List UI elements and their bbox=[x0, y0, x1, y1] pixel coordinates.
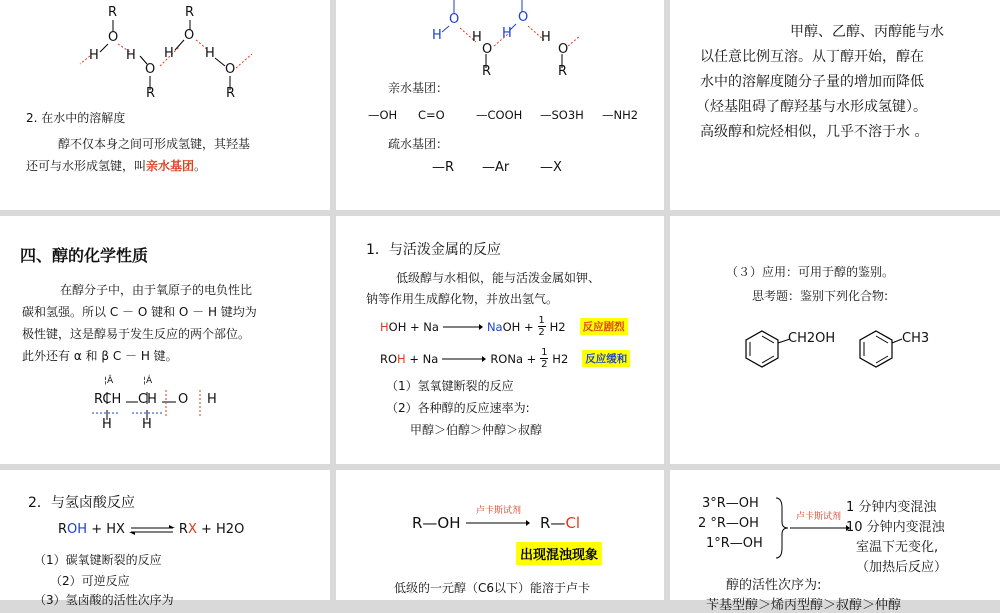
text-line: 以任意比例互溶。从丁醇开始，醇在 bbox=[700, 49, 924, 65]
ro-group: RO bbox=[380, 351, 398, 366]
equation-alcohol bbox=[380, 347, 630, 370]
benzene-ring-icon bbox=[856, 329, 896, 369]
reagent-label: 卢卡斯试剂 bbox=[476, 506, 522, 516]
atom-o: O bbox=[108, 30, 119, 45]
alpha-label: ¦Â bbox=[104, 376, 114, 386]
reaction-arrow bbox=[442, 355, 486, 363]
atom-r: R bbox=[226, 86, 236, 101]
note-line: （2）可逆反应 bbox=[50, 574, 130, 588]
atom-o: O bbox=[518, 10, 529, 25]
note-line: 甲醇＞伯醇＞仲醇＞叔醇 bbox=[410, 423, 543, 437]
primary-alcohol: 1°R—OH bbox=[706, 536, 763, 551]
atom-r: R bbox=[108, 5, 118, 20]
group-carbonyl: C=O bbox=[418, 108, 445, 122]
fraction bbox=[538, 315, 546, 338]
na-atom: Na bbox=[486, 319, 503, 334]
group-r: —R bbox=[432, 160, 455, 175]
atom-h: H bbox=[205, 46, 215, 61]
group-x: —X bbox=[540, 160, 562, 175]
bond-diagram-lines bbox=[0, 376, 330, 456]
atom-o: O bbox=[225, 62, 236, 77]
atom-h: H bbox=[142, 417, 152, 432]
h2-product: H2 bbox=[552, 351, 569, 366]
benzene-ring-icon bbox=[742, 329, 782, 369]
product-chloride bbox=[540, 514, 580, 532]
note-line: （3）氢卤酸的活性次序为 bbox=[34, 593, 174, 607]
product: + H2O bbox=[196, 522, 245, 537]
order-text: 苄基型醇＞烯丙型醇＞叔醇＞仲醇 bbox=[706, 598, 902, 613]
text-line: 醇不仅本身之间可形成氢键，其羟基 bbox=[58, 137, 251, 151]
text-line bbox=[26, 154, 206, 178]
panel-active-metal-reaction bbox=[336, 216, 664, 464]
text-line: 在醇分子中，由于氧原子的电负性比 bbox=[60, 283, 253, 297]
atom-o: O bbox=[184, 28, 195, 43]
text-fragment: 。 bbox=[194, 159, 207, 173]
highlight-term: 亲水基团 bbox=[146, 159, 195, 173]
x-atom: X bbox=[187, 522, 197, 537]
tag-text: 剧烈 bbox=[603, 321, 625, 333]
panel-lucas-reagent bbox=[336, 470, 664, 600]
panel-solubility-trend bbox=[670, 0, 1000, 210]
result-line: 1 分钟内变混浊 bbox=[846, 500, 937, 515]
reagent-label: 卢卡斯试剂 bbox=[796, 512, 842, 522]
h2-product: H2 bbox=[549, 319, 566, 334]
beta-label: ¦Á bbox=[143, 376, 153, 386]
section-title: 2．与氢卤酸反应 bbox=[28, 495, 135, 511]
cl-atom: Cl bbox=[565, 514, 581, 532]
atom-h: H bbox=[541, 30, 551, 45]
reaction-arrow bbox=[443, 323, 483, 331]
rate-tag-mild: 反应缓和 bbox=[582, 350, 630, 367]
atom-ch: CH bbox=[138, 392, 157, 407]
atom-o: O bbox=[178, 392, 189, 407]
text-line: 此外还有 α 和 β C － H 键。 bbox=[22, 349, 178, 363]
atom-h: H bbox=[102, 417, 112, 432]
atom-r: R bbox=[146, 86, 156, 101]
panel-hydrohalic-acid bbox=[0, 470, 330, 607]
atom-h: H bbox=[89, 48, 99, 63]
atom-rch: RCH bbox=[94, 392, 122, 407]
compound-benzyl-alcohol: CH2OH bbox=[788, 331, 836, 346]
atom-h: H bbox=[164, 46, 174, 61]
panel-hydrophilic-groups bbox=[336, 0, 664, 210]
note-line: （2）各种醇的反应速率为: bbox=[386, 401, 530, 415]
water-hbond-lines bbox=[336, 0, 664, 90]
atom-o: O bbox=[145, 62, 156, 77]
atom-o: O bbox=[482, 42, 493, 57]
compound-toluene: CH3 bbox=[902, 331, 930, 346]
numerator: 1 bbox=[538, 315, 545, 326]
brace-icon bbox=[774, 498, 788, 558]
reaction-arrow bbox=[790, 524, 850, 532]
group-so3h: —SO3H bbox=[540, 108, 584, 122]
reactant: + HX bbox=[87, 522, 125, 537]
r-group: R bbox=[178, 522, 188, 537]
text-line: （烃基阻碍了醇羟基与水形成氢键）。 bbox=[696, 99, 927, 115]
group-cooh: —COOH bbox=[476, 108, 523, 122]
text-line: 极性键，这是醇易于发生反应的两个部位。 bbox=[22, 327, 251, 341]
text-line: 低级醇与水相似，能与活泼金属如钾、 bbox=[396, 271, 601, 285]
atom-h: H bbox=[472, 30, 482, 45]
text-line: （３）应用：可用于醇的鉴别。 bbox=[726, 265, 895, 279]
equilibrium-arrow bbox=[129, 525, 175, 535]
text-line: 高级醇和烷烃相似，几乎不溶于水 。 bbox=[700, 124, 929, 140]
hydrophilic-title: 亲水基团： bbox=[388, 81, 449, 95]
product: OH + bbox=[502, 319, 534, 334]
atom-h: H bbox=[126, 48, 136, 63]
hydrophobic-title: 疏水基团： bbox=[388, 137, 449, 151]
atom-h: H bbox=[502, 26, 512, 41]
fraction bbox=[540, 347, 548, 370]
result-line: （加热后反应） bbox=[856, 560, 948, 575]
tag-text: 反应 bbox=[582, 321, 604, 333]
equation-water bbox=[380, 315, 628, 338]
panel-application bbox=[670, 216, 1000, 464]
h-atom: H bbox=[397, 351, 406, 366]
text-line: 思考题：鉴别下列化合物: bbox=[752, 289, 889, 303]
text-line: 低级的一元醇（C6以下）能溶于卢卡 bbox=[394, 581, 591, 595]
secondary-alcohol: 2 °R—OH bbox=[698, 516, 759, 531]
atom-h: H bbox=[207, 392, 217, 407]
equation-hx bbox=[58, 522, 244, 537]
atom-r: R bbox=[185, 5, 195, 20]
reactant-alcohol: R—OH bbox=[412, 514, 461, 532]
text-line: 甲醇、乙醇、丙醇能与水 bbox=[790, 24, 944, 40]
reactant: OH + Na bbox=[388, 319, 439, 334]
group-ar: —Ar bbox=[482, 160, 510, 175]
section-title: 1．与活泼金属的反应 bbox=[366, 242, 501, 258]
result-line: 室温下无变化, bbox=[856, 540, 939, 555]
numerator: 1 bbox=[541, 347, 548, 358]
atom-r: R bbox=[482, 64, 492, 79]
order-title: 醇的活性次序为: bbox=[726, 578, 822, 593]
reactant: + Na bbox=[405, 351, 439, 366]
note-line: （1）氢氧键断裂的反应 bbox=[386, 379, 514, 393]
note-line: （1）碳氧键断裂的反应 bbox=[34, 553, 162, 567]
text-fragment: 还可与水形成氢键，叫 bbox=[26, 159, 147, 173]
atom-r: R bbox=[558, 64, 568, 79]
r-group: R— bbox=[540, 514, 566, 532]
text-line: 碳和氢强。所以 C － O 键和 O － H 键均为 bbox=[22, 305, 257, 319]
denominator: 2 bbox=[538, 327, 545, 338]
h-atom: H bbox=[380, 319, 389, 334]
r-group: R bbox=[58, 522, 68, 537]
section-title: 四、醇的化学性质 bbox=[20, 246, 149, 265]
group-nh2: —NH2 bbox=[602, 108, 639, 122]
observation-badge: 出现混浊现象 bbox=[516, 542, 602, 565]
denominator: 2 bbox=[541, 359, 548, 370]
reaction-arrow bbox=[466, 519, 530, 527]
panel-alcohol-activity bbox=[670, 470, 1000, 613]
group-oh: —OH bbox=[368, 108, 398, 122]
rate-tag-vigorous bbox=[580, 318, 628, 335]
result-line: 10 分钟内变混浊 bbox=[846, 520, 945, 535]
text-line: 水中的溶解度随分子量的增加而降低 bbox=[700, 74, 924, 90]
panel-chemical-properties bbox=[0, 216, 330, 464]
product: RONa + bbox=[490, 351, 537, 366]
text-line: 钠等作用生成醇化物，并放出氢气。 bbox=[366, 292, 559, 306]
atom-o: O bbox=[558, 42, 569, 57]
atom-h: H bbox=[432, 28, 442, 43]
tertiary-alcohol: 3°R—OH bbox=[702, 496, 759, 511]
atom-o: O bbox=[449, 12, 460, 27]
section-heading: 2. 在水中的溶解度 bbox=[26, 111, 126, 125]
oh-group: OH bbox=[67, 522, 88, 537]
panel-solubility-hbond bbox=[0, 0, 330, 210]
